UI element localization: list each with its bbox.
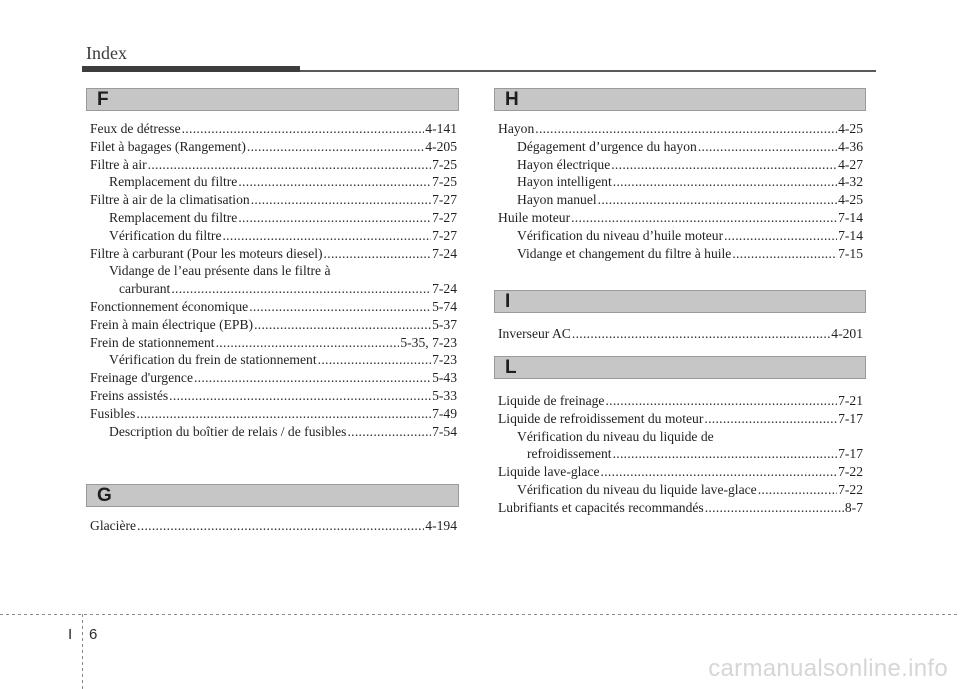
index-entry: Freinage d'urgence ..... 5-43 [90,369,457,387]
section-header-g: G [86,484,459,507]
index-entry: Filtre à air ..... 7-25 [90,156,457,174]
index-entry: Fusibles ..... 7-49 [90,405,457,423]
index-subentry: Vidange et changement du filtre à huile ..... 7-15 [498,245,863,263]
index-subentry: Vidange de l’eau présente dans le filtre à [109,263,331,279]
header-rule-thin [300,70,876,72]
index-entry: Glacière ..... 4-194 [90,517,457,535]
section-i-entries [498,325,863,343]
footer-page-number: 6 [89,626,98,643]
section-header-l: L [494,356,866,379]
section-header-i: I [494,290,866,313]
index-entry: Liquide de refroidissement du moteur ..... 7-17 [498,410,863,428]
index-subentry: Hayon manuel ..... 4-25 [498,191,863,209]
footer-dashed-rule [0,614,960,615]
index-entry: Hayon ..... 4-25 [498,120,863,138]
index-subentry: Remplacement du filtre ..... 7-27 [90,209,457,227]
index-subentry: Remplacement du filtre ..... 7-25 [90,173,457,191]
index-entry: Huile moteur ..... 7-14 [498,209,863,227]
index-subentry-continued: refroidissement ..... 7-17 [498,445,863,463]
index-entry: Freins assistés ..... 5-33 [90,387,457,405]
index-subentry: Vérification du niveau du liquide lave-glace ..... 7-22 [498,481,863,499]
index-entry: Liquide lave-glace ..... 7-22 [498,463,863,481]
index-subentry: Vérification du frein de stationnement ..... 7-23 [90,351,457,369]
section-h-entries [498,120,863,262]
section-header-f: F [86,88,459,111]
index-subentry-continued: carburant ..... 7-24 [90,280,457,298]
index-subentry: Vérification du niveau d’huile moteur ..... 7-14 [498,227,863,245]
index-entry: Frein de stationnement ..... 5-35, 7-23 [90,334,457,352]
index-subentry: Vérification du filtre ..... 7-27 [90,227,457,245]
section-f-entries [90,120,457,440]
watermark-text: carmanualsonline.info [708,655,948,682]
index-entry: Feux de détresse ..... 4-141 [90,120,457,138]
index-entry: Frein à main électrique (EPB) ..... 5-37 [90,316,457,334]
footer-section-letter: I [68,626,73,643]
header-rule-thick [82,66,300,72]
section-l-entries [498,392,863,517]
index-subentry: Hayon intelligent ..... 4-32 [498,173,863,191]
index-subentry: Dégagement d’urgence du hayon ..... 4-36 [498,138,863,156]
index-subentry: Description du boîtier de relais / de fusibles ..... 7-54 [90,423,457,441]
section-g-entries [90,517,457,535]
page-header-title: Index [86,43,127,63]
index-entry: Lubrifiants et capacités recommandés ..... 8-7 [498,499,863,517]
index-entry: Filet à bagages (Rangement) ..... 4-205 [90,138,457,156]
footer-dashed-divider [82,614,83,689]
index-entry: Fonctionnement économique ..... 5-74 [90,298,457,316]
section-header-h: H [494,88,866,111]
index-entry: Filtre à air de la climatisation ..... 7-27 [90,191,457,209]
index-entry: Inverseur AC ..... 4-201 [498,325,863,343]
index-subentry: Vérification du niveau du liquide de [517,428,714,444]
index-subentry: Hayon électrique ..... 4-27 [498,156,863,174]
index-entry: Filtre à carburant (Pour les moteurs diesel) ..... 7-24 [90,245,457,263]
index-entry: Liquide de freinage ..... 7-21 [498,392,863,410]
